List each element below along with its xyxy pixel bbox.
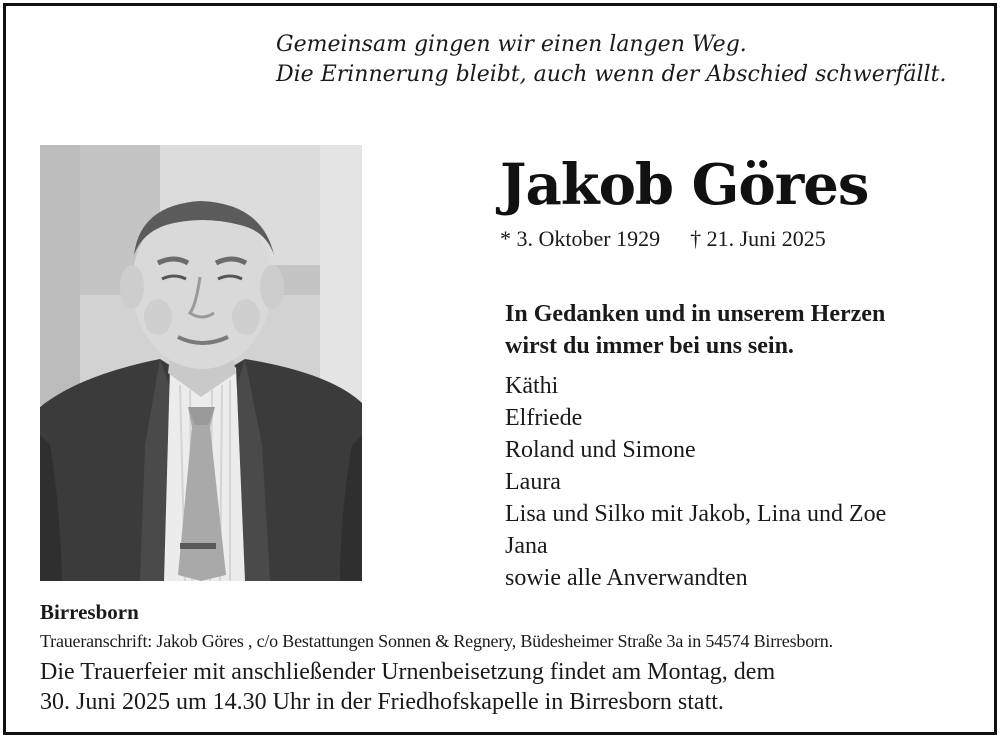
mourner-item: Käthi	[505, 373, 559, 399]
mourner-item: Jana	[505, 533, 548, 559]
mourner-item: sowie alle Anverwandten	[505, 565, 748, 591]
birth-date: * 3. Oktober 1929	[500, 226, 661, 251]
portrait-photo	[40, 145, 362, 581]
motto-line-1: Gemeinsam gingen wir einen langen Weg.	[276, 32, 747, 57]
place-name: Birresborn	[40, 600, 139, 624]
service-line-2: 30. Juni 2025 um 14.30 Uhr in der Friedhofskapelle in Birresborn statt.	[40, 689, 724, 715]
remembrance-text	[505, 298, 885, 362]
mourner-item: Lisa und Silko mit Jakob, Lina und Zoe	[505, 501, 887, 527]
mourner-item: Elfriede	[505, 405, 583, 431]
funeral-service-info	[40, 657, 775, 717]
remembrance-line-2: wirst du immer bei uns sein.	[505, 333, 794, 359]
remembrance-line-1: In Gedanken und in unserem Herzen	[505, 301, 886, 327]
service-line-1: Die Trauerfeier mit anschließender Urnenbeisetzung findet am Montag, dem	[40, 659, 776, 685]
motto-line-2: Die Erinnerung bleibt, auch wenn der Abschied schwerfällt.	[276, 62, 947, 87]
deceased-name: Jakob Göres	[500, 152, 869, 218]
mourning-address: Traueranschrift: Jakob Göres , c/o Bestattungen Sonnen & Regnery, Büdesheimer Straße 3a in 54574 Birresborn.	[40, 631, 833, 651]
death-date: † 21. Juni 2025	[690, 226, 826, 251]
mourner-item: Laura	[505, 469, 561, 495]
portrait-illustration	[40, 145, 362, 581]
mourner-item: Roland und Simone	[505, 437, 696, 463]
mourners-list	[505, 370, 886, 594]
motto	[276, 30, 946, 90]
life-dates	[500, 225, 826, 253]
